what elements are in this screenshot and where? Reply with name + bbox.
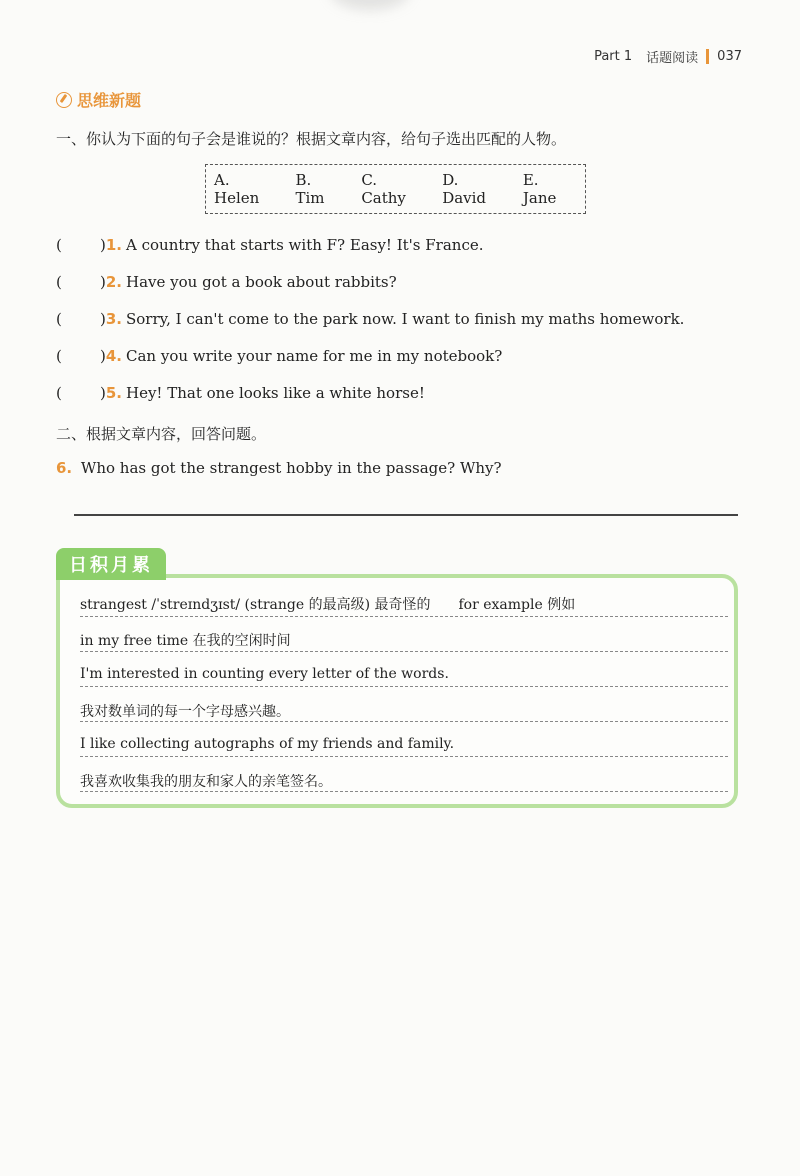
question-number: 3. [105,310,122,328]
answer-blank-close: ) [100,273,106,291]
question-number: 1. [105,236,122,254]
option-a: A. Helen [214,171,260,207]
question-number: 4. [105,347,122,365]
page-number: 037 [717,49,742,64]
header-divider [706,49,709,64]
question-text: Have you got a book about rabbits? [126,273,397,291]
dashed-rule [80,616,728,617]
answer-blank-open[interactable]: ( [56,347,62,365]
vocab-line-5: I like collecting autographs of my friends and family. [80,736,455,752]
question-text: A country that starts with F? Easy! It's France. [126,236,484,254]
part1-instruction: 一、你认为下面的句子会是谁说的？根据文章内容，给句子选出匹配的人物。 [56,130,567,148]
vocab-line-3: I'm interested in counting every letter of the words. [80,666,449,682]
dashed-rule [80,651,728,652]
vocab-entry: strangest /ˈstreɪndʒɪst/ (strange 的最高级) 最奇怪的 [80,597,431,613]
vocab-line-2: in my free time 在我的空闲时间 [80,633,291,649]
dashed-rule [80,721,728,722]
answer-blank-open[interactable]: ( [56,384,62,402]
vocab-line-6: 我喜欢收集我的朋友和家人的亲笔签名。 [80,774,332,790]
vocab-line-1 [80,594,575,614]
dashed-rule [80,791,728,792]
question-number: 6. [56,459,73,477]
option-d: D. David [442,171,487,207]
section-title [56,88,141,111]
option-e: E. Jane [522,171,557,207]
answer-blank-open[interactable]: ( [56,236,62,254]
question-text: Sorry, I can't come to the park now. I want to finish my maths homework. [126,310,685,328]
section-title-text: 思维新题 [77,91,142,110]
dashed-rule [80,756,728,757]
question-row-5 [56,384,425,402]
question-row-2 [56,273,397,291]
question-text: Who has got the strangest hobby in the passage? Why? [80,459,502,477]
page-shadow [330,0,410,10]
answer-blank-close: ) [100,384,106,402]
question-number: 2. [105,273,122,291]
options-box [205,164,586,214]
answer-blank-close: ) [100,236,106,254]
vocab-entry: for example 例如 [458,597,576,613]
answer-blank-open[interactable]: ( [56,273,62,291]
page-header [594,47,742,66]
question-text: Can you write your name for me in my notebook? [126,347,503,365]
answer-blank-close: ) [100,310,106,328]
answer-line[interactable] [74,514,738,516]
question-row-4 [56,347,502,365]
dashed-rule [80,686,728,687]
option-c: C. Cathy [361,171,406,207]
vocab-line-4: 我对数单词的每一个字母感兴趣。 [80,704,290,720]
question-6 [56,459,502,477]
vocab-title: 日积月累 [56,548,166,580]
part2-instruction: 二、根据文章内容，回答问题。 [56,425,267,443]
header-section: 话题阅读 [646,51,699,66]
question-row-3 [56,310,684,328]
answer-blank-open[interactable]: ( [56,310,62,328]
question-text: Hey! That one looks like a white horse! [126,384,425,402]
pencil-circle-icon [56,92,72,108]
header-part: Part 1 [594,49,633,64]
question-number: 5. [105,384,122,402]
answer-blank-close: ) [100,347,106,365]
option-b: B. Tim [295,171,325,207]
question-row-1 [56,236,484,254]
